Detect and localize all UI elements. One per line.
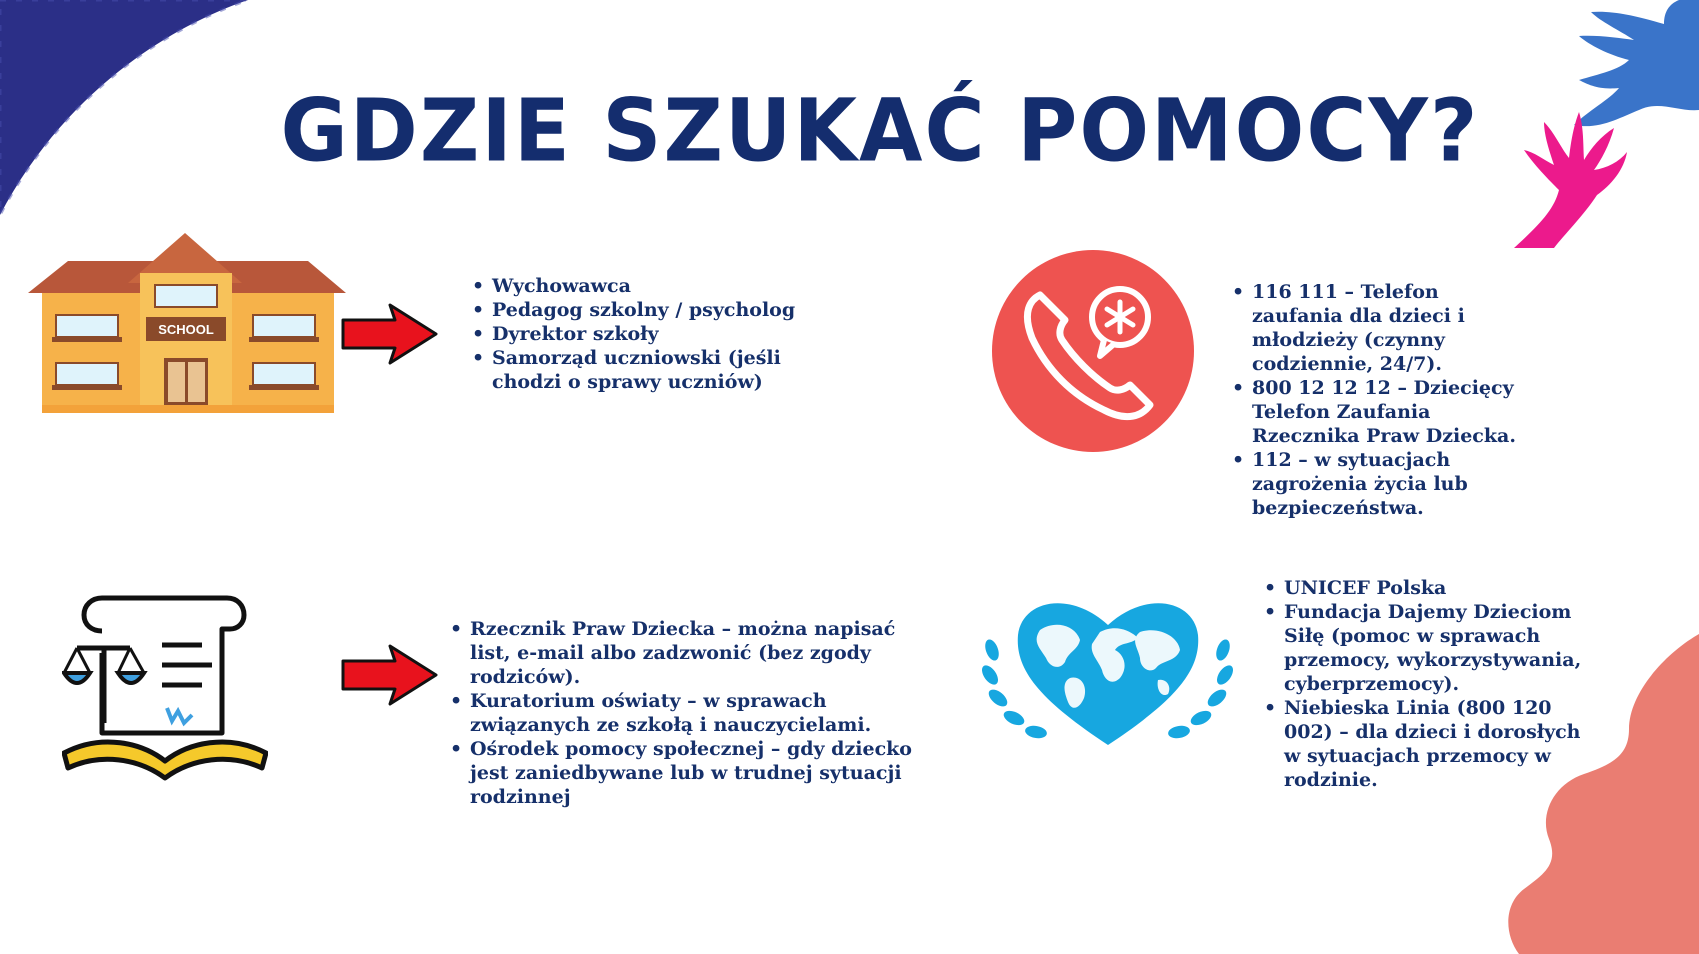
list-item: • Fundacja Dajemy Dzieciom Siłę (pomoc w sprawach przemocy, wykorzystywania, cyberprzemocy). (1262, 600, 1582, 696)
list-item: • Samorząd uczniowski (jeśli chodzi o sprawy uczniów) (470, 346, 800, 394)
list-item: • 800 12 12 12 – Dziecięcy Telefon Zaufania Rzecznika Praw Dziecka. (1230, 376, 1530, 448)
list-item: • Pedagog szkolny / psycholog (470, 298, 800, 322)
list-item: • UNICEF Polska (1262, 576, 1582, 600)
list-item: • Niebieska Linia (800 120 002) – dla dzieci i dorosłych w sytuacjach przemocy w rodzinie. (1262, 696, 1582, 792)
list-item: • Ośrodek pomocy społecznej – gdy dziecko jest zaniedbywane lub w trudnej sytuacji rodzinnej (448, 737, 938, 809)
phone-lines-list (1230, 280, 1530, 520)
arrow-right-icon (340, 643, 440, 707)
law-document-icon (62, 593, 268, 783)
page-title: GDZIE SZUKAĆ POMOCY? (280, 81, 1480, 182)
list-item: • 112 – w sytuacjach zagrożenia życia lub bezpieczeństwa. (1230, 448, 1530, 520)
list-item: • Rzecznik Praw Dziecka – można napisać list, e-mail albo zadzwonić (bez zgody rodziców). (448, 617, 938, 689)
globe-heart-icon (980, 590, 1235, 755)
list-item: • Dyrektor szkoły (470, 322, 800, 346)
school-contacts-list (470, 274, 800, 394)
institutions-list (448, 617, 938, 809)
school-building-icon (28, 233, 346, 413)
school-sign: SCHOOL (158, 322, 214, 337)
list-item: • Wychowawca (470, 274, 800, 298)
list-item: • Kuratorium oświaty – w sprawach związanych ze szkołą i nauczycielami. (448, 689, 938, 737)
arrow-right-icon (340, 302, 440, 366)
list-item: • 116 111 – Telefon zaufania dla dzieci i młodzieży (czynny codziennie, 24/7). (1230, 280, 1530, 376)
organizations-list (1262, 576, 1582, 792)
phone-help-icon (992, 250, 1195, 453)
